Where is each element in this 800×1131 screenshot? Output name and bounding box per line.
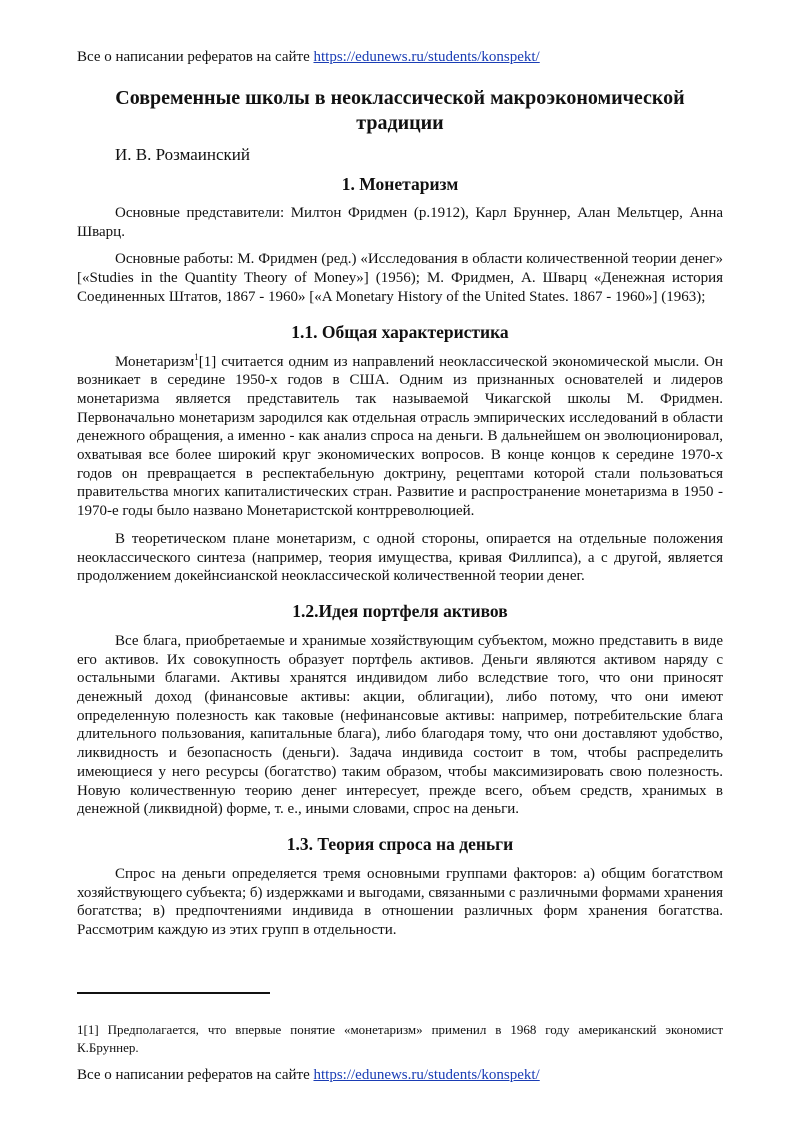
page-footer <box>77 1066 540 1085</box>
paragraph-portfolio: Все блага, приобретаемые и хранимые хозяйствующим субъектом, можно представить в виде его активов. Их совокупность образует портфель активов. Деньги являются активом наряду с остальными благами. Активы хранятся индивидом либо вследствие того, что они приносят денежный доход (финансовые активы: акции, облигации), либо потому, что они имеют определенную полезность как таковые (нефинансовые активы: например, потребительские блага длительного пользования, капитальные блага), либо благодаря тому, что они доставляют удобство, ликвидность и безопасность (деньги). Задача индивида состоит в том, чтобы распределить имеющиеся у него ресурсы (богатство) таким образом, чтобы максимизировать свою полезность. Новую количественную теорию денег интересует, прежде всего, объем средств, хранимых в денежной (ликвидной) форме, т. е., иными словами, спрос на деньги. <box>77 632 723 818</box>
section-heading-general: 1.1. Общая характеристика <box>291 321 509 342</box>
term-monetarism: Монетаризм <box>115 353 195 370</box>
footer-link[interactable]: https://edunews.ru/students/konspekt/ <box>313 1067 540 1083</box>
page-header <box>77 48 540 67</box>
author-name: И. В. Розмаинский <box>115 145 251 164</box>
paragraph-general-1-text: [1] считается одним из направлений неоклассической экономической мысли. Он возникает в середине 1950-х годов в США. Одним из признанных основателей и лидеров монетаризма является представитель так называемой Чикагской школы М. Фридмен. Первоначально монетаризм зародился как отдельная отрасль эмпирических исследований в области денежного обращения, а именно - как анализ спроса на деньги. В дальнейшем он эволюционировал, охватывая все более широкий круг экономических вопросов. В конце концов к середине 1970-х годов он превращается в респектабельную доктрину, рецептами которой стали пользоваться правительства многих капиталистических стран. Развитие и распространение монетаризма в 1950 - 1970-е годы было названо Монетаристской контрреволюцией. <box>77 353 723 520</box>
paragraph-works: Основные работы: М. Фридмен (ред.) «Исследования в области количественной теории денег» [«Studies in the Quantity Theory of Money»] (1956); М. Фридмен, А. Шварц «Денежная история Соединенных Штатов, 1867 - 1960» [«A Monetary History of the United States. 1867 - 1960»] (1963); <box>77 251 723 305</box>
section-heading-portfolio: 1.2.Идея портфеля активов <box>292 600 508 621</box>
footnote-text: 1[1] Предполагается, что впервые понятие «монетаризм» применил в 1968 году американский экономист К.Бруннер. <box>77 1022 723 1055</box>
footer-text: Все о написании рефератов на сайте <box>77 1067 310 1083</box>
document-title: Современные школы в неоклассической макроэкономической традиции <box>115 87 685 134</box>
header-text: Все о написании рефератов на сайте <box>77 49 310 65</box>
document-body <box>77 173 723 940</box>
footnote-separator <box>77 992 270 994</box>
section-heading-demand: 1.3. Теория спроса на деньги <box>286 833 514 854</box>
paragraph-demand: Спрос на деньги определяется тремя основными группами факторов: а) общим богатством хозяйствующего субъекта; б) издержками и выгодами, связанными с различными формами хранения богатства; в) предпочтениями индивида в отношении различных форм хранения богатства. Рассмотрим каждую из этих групп в отдельности. <box>77 865 723 939</box>
header-link[interactable]: https://edunews.ru/students/konspekt/ <box>313 49 540 65</box>
paragraph-representatives: Основные представители: Милтон Фридмен (р.1912), Карл Бруннер, Алан Мельтцер, Анна Шварц. <box>77 205 723 240</box>
paragraph-general-1 <box>77 353 723 521</box>
section-heading-monetarism: 1. Монетаризм <box>341 174 459 194</box>
footnote-ref[interactable]: 1 <box>194 351 199 362</box>
paragraph-general-2: В теоретическом плане монетаризм, с одной стороны, опирается на отдельные положения неоклассического синтеза (например, теория имущества, кривая Филлипса), а с другой, является продолжением докейнсианской неоклассической количественной теории денег. <box>77 530 723 585</box>
